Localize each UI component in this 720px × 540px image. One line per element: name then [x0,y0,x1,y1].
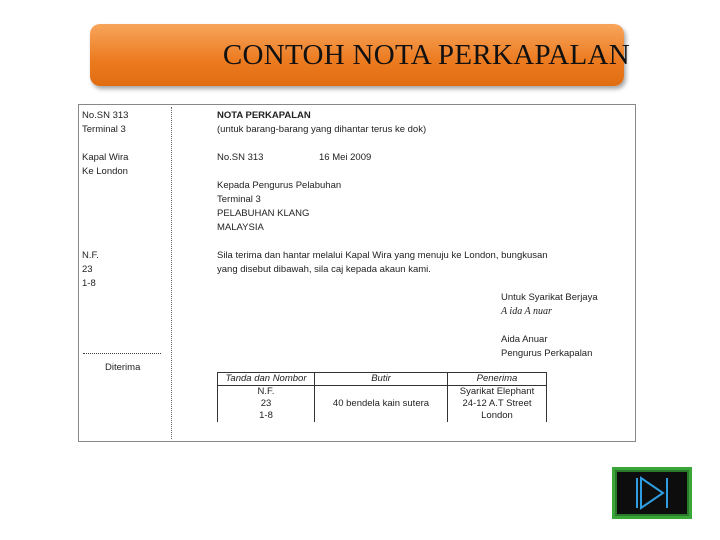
table-header-row [218,373,547,386]
column-header: Butir [315,373,448,386]
slide-title: CONTOH NOTA PERKAPALAN [222,38,630,71]
table-row [218,398,547,410]
left-marks-label: N.F. [82,250,99,261]
left-marks-2: 1-8 [82,278,96,289]
signature-line [83,353,161,354]
table-row [218,386,547,399]
table-cell: 40 bendela kain sutera [315,398,448,410]
table-cell: N.F. [218,386,315,399]
table-cell: 23 [218,398,315,410]
on-behalf-of: Untuk Syarikat Berjaya [501,292,598,303]
table-cell [315,386,448,399]
table-row [218,410,547,422]
left-destination: Ke London [82,166,128,177]
table-cell: 24-12 A.T Street [448,398,547,410]
goods-table [217,372,547,422]
title-banner [90,24,630,86]
table-cell: London [448,410,547,422]
note-subheading: (untuk barang-barang yang dihantar terus ke dok) [217,124,427,135]
address-line: MALAYSIA [217,222,264,233]
table-cell [315,410,448,422]
note-body-line: Sila terima dan hantar melalui Kapal Wira yang menuju ke London, bungkusan [217,250,548,261]
left-terminal: Terminal 3 [82,124,126,135]
skip-to-end-icon [615,470,689,516]
left-marks-1: 23 [82,264,93,275]
signer-title: Pengurus Perkapalan [501,348,593,359]
note-number: No.SN 313 [217,152,264,163]
column-header: Tanda dan Nombor [218,373,315,386]
note-body-line: yang disebut dibawah, sila caj kepada akaun kami. [217,264,431,275]
left-ship: Kapal Wira [82,152,129,163]
table-cell: Syarikat Elephant [448,386,547,399]
left-received: Diterima [105,362,141,373]
address-line: Terminal 3 [217,194,261,205]
note-date: 16 Mei 2009 [319,152,372,163]
address-line: PELABUHAN KLANG [217,208,310,219]
signer-name: Aida Anuar [501,334,548,345]
column-header: Penerima [448,373,547,386]
signature: A ida A nuar [501,306,552,317]
skip-to-end-button[interactable] [612,467,692,519]
note-heading: NOTA PERKAPALAN [217,110,311,121]
left-ref-no: No.SN 313 [82,110,129,121]
address-line: Kepada Pengurus Pelabuhan [217,180,342,191]
column-divider [171,107,172,439]
table-cell: 1-8 [218,410,315,422]
shipping-note-document [78,104,636,442]
